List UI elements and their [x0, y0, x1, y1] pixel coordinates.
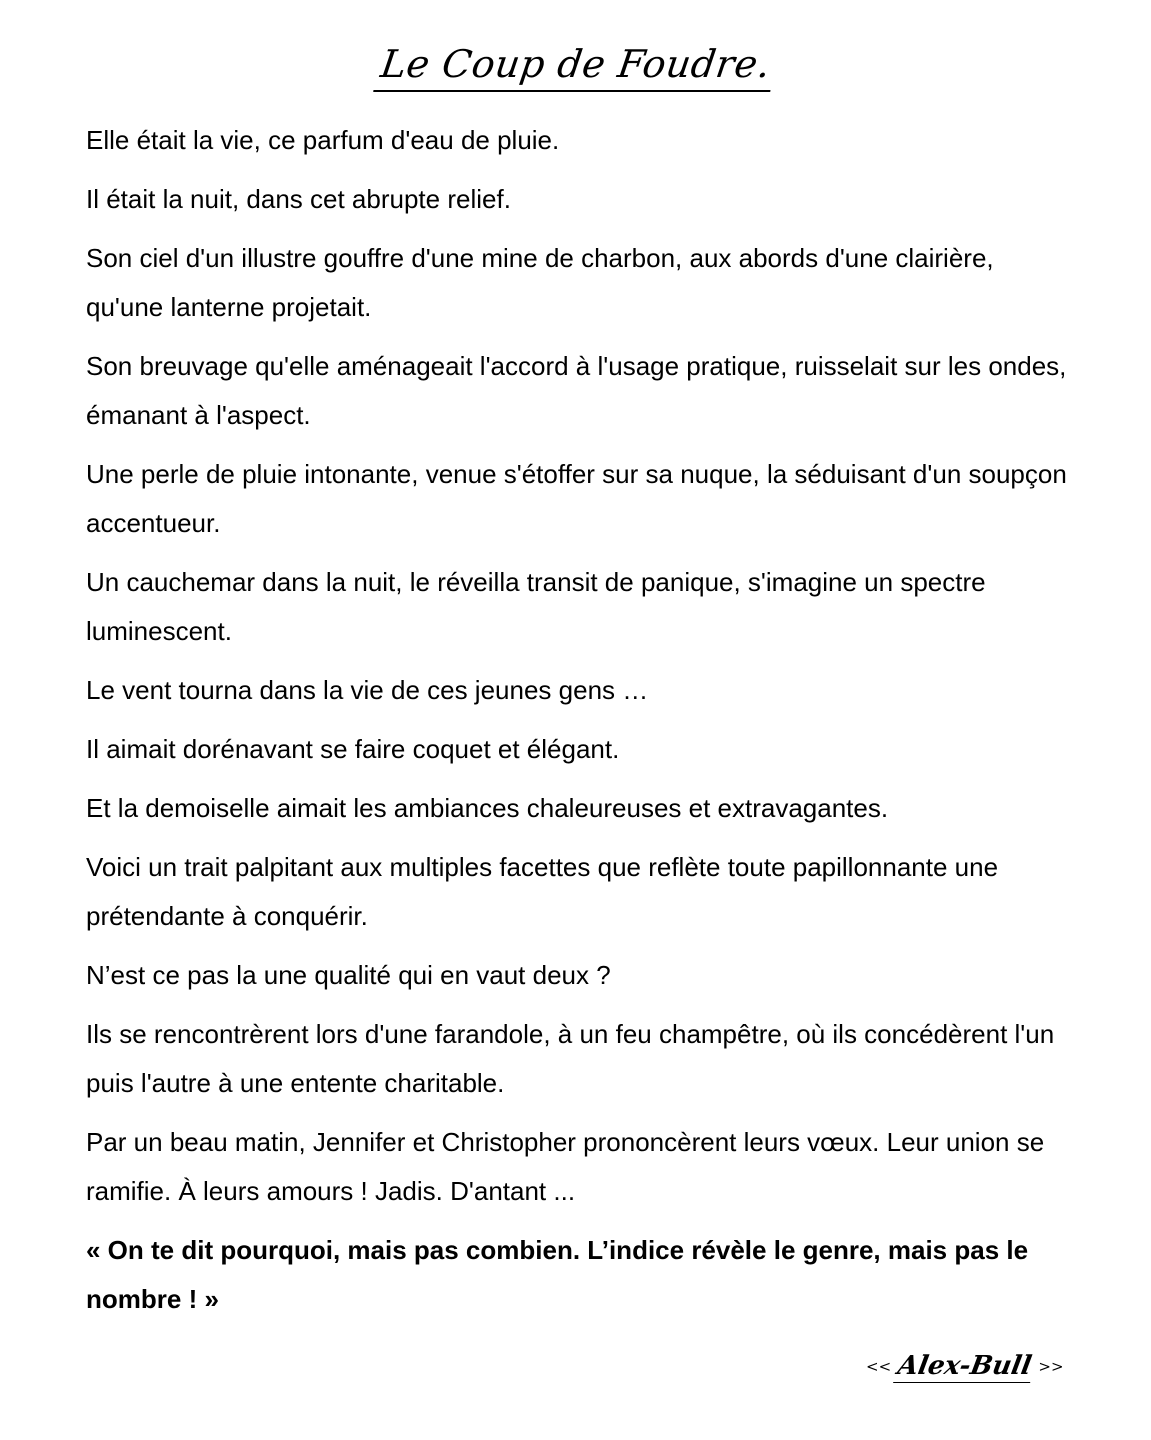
- paragraph: Ils se rencontrèrent lors d'une farandole, à un feu champêtre, où ils concédèrent l'un puis l'autre à une entente charitable.: [86, 1019, 1055, 1098]
- paragraph: Il était la nuit, dans cet abrupte relief.: [86, 184, 511, 214]
- paragraph: Un cauchemar dans la nuit, le réveilla transit de panique, s'imagine un spectre luminescent.: [86, 567, 986, 646]
- signature-name: Alex-Bull: [893, 1350, 1036, 1383]
- paragraph: Son ciel d'un illustre gouffre d'une mine de charbon, aux abords d'une clairière, qu'une lanterne projetait.: [86, 243, 994, 322]
- paragraph: Une perle de pluie intonante, venue s'étoffer sur sa nuque, la séduisant d'un soupçon accentueur.: [86, 459, 1067, 538]
- closing-quote: « On te dit pourquoi, mais pas combien. L’indice révèle le genre, mais pas le nombre ! »: [86, 1235, 1029, 1314]
- paragraph: Le vent tourna dans la vie de ces jeunes gens …: [86, 675, 649, 705]
- poem-body: [86, 116, 1076, 1334]
- title-container: [0, 38, 1151, 92]
- paragraph: Il aimait dorénavant se faire coquet et élégant.: [86, 734, 620, 764]
- signature-close-bracket: >>: [1038, 1357, 1064, 1376]
- paragraph: Voici un trait palpitant aux multiples facettes que reflète toute papillonnante une prétendante à conquérir.: [86, 852, 999, 931]
- signature-open-bracket: <<: [866, 1357, 892, 1376]
- author-signature: [866, 1350, 1076, 1390]
- paragraph: Son breuvage qu'elle aménageait l'accord à l'usage pratique, ruisselait sur les ondes, émanant à l'aspect.: [86, 351, 1067, 430]
- paragraph: N’est ce pas la une qualité qui en vaut deux ?: [86, 960, 611, 990]
- paragraph: Par un beau matin, Jennifer et Christopher prononcèrent leurs vœux. Leur union se ramifie. À leurs amours ! Jadis. D'antant ...: [86, 1127, 1045, 1206]
- poem-title: Le Coup de Foudre.: [373, 38, 778, 92]
- paragraph: Et la demoiselle aimait les ambiances chaleureuses et extravagantes.: [86, 793, 889, 823]
- paragraph: Elle était la vie, ce parfum d'eau de pluie.: [86, 125, 560, 155]
